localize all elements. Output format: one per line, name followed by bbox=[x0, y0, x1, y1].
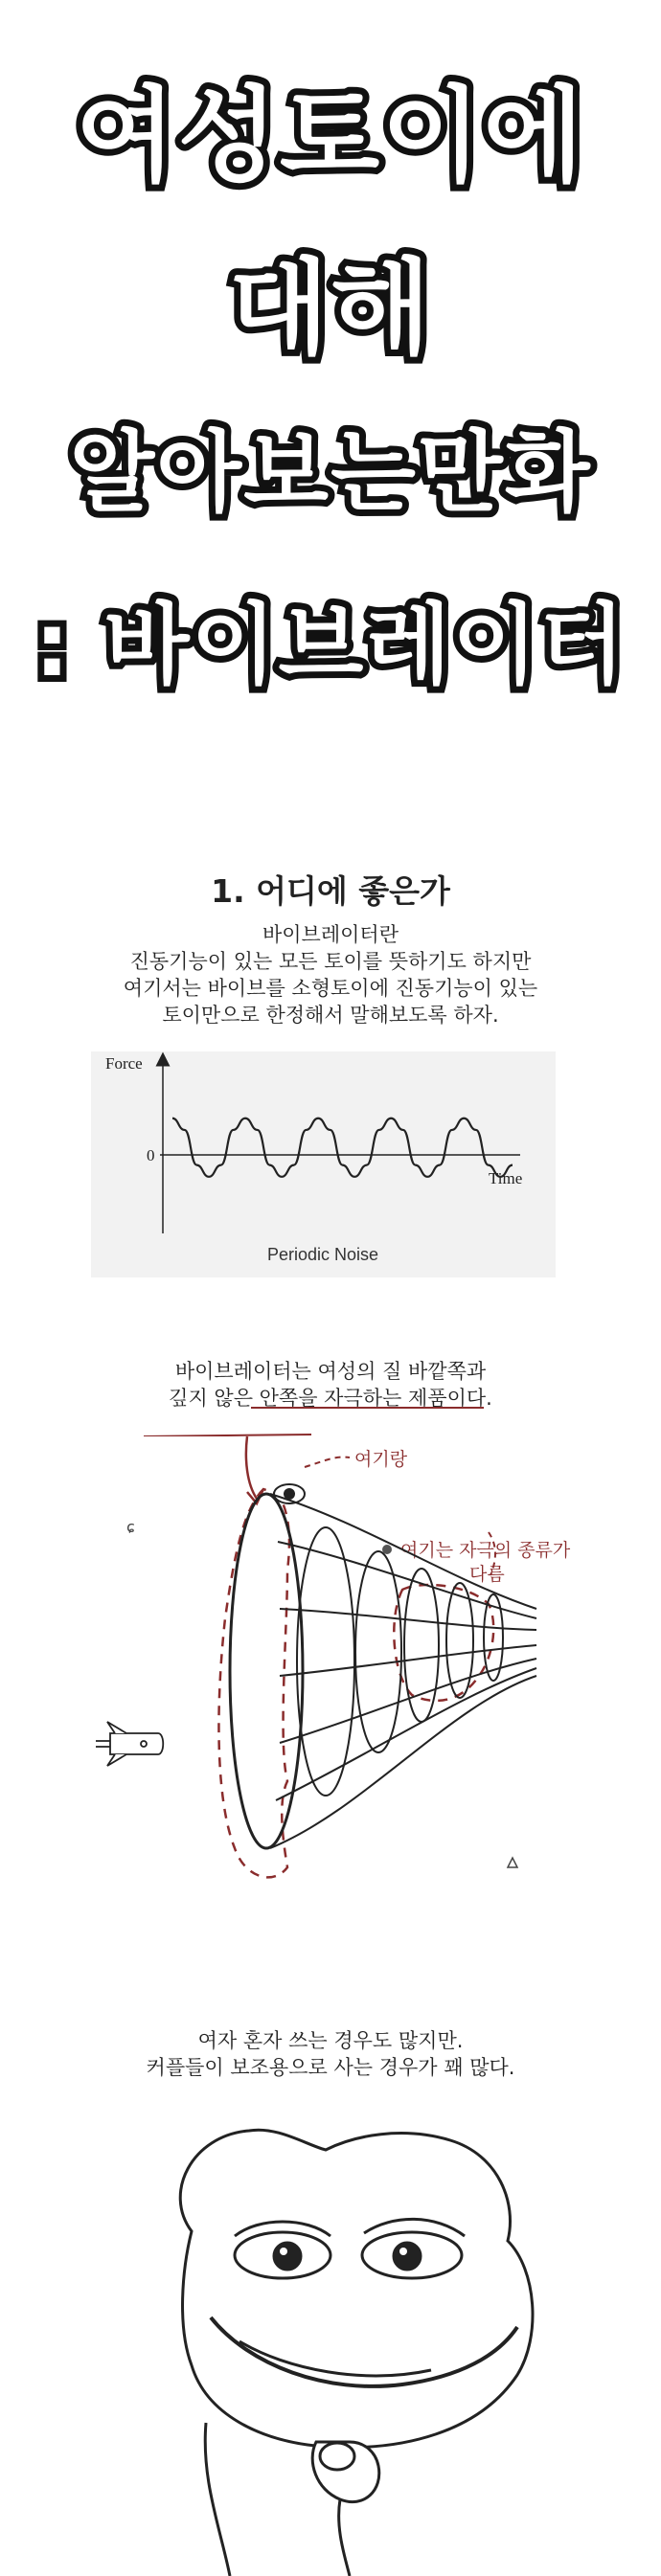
section-heading: 1. 어디에 좋은가 bbox=[211, 872, 450, 910]
x-axis-label: Time bbox=[489, 1169, 523, 1187]
y-axis-label: Force bbox=[105, 1054, 143, 1073]
doodle-drop-icon bbox=[508, 1858, 517, 1867]
title-line-1: 여성토이에 bbox=[76, 77, 585, 196]
section3-line-1: 여자 혼자 쓰는 경우도 많지만. bbox=[197, 2029, 464, 2052]
intro-line-3: 여기서는 바이브를 소형토이에 진동기능이 있는 bbox=[123, 977, 538, 1000]
label-stim-2: 다름 bbox=[469, 1564, 505, 1585]
intro-line-4: 토이만으로 한정해서 말해보도록 하자. bbox=[162, 1004, 499, 1027]
pointer-arrow bbox=[246, 1436, 257, 1499]
series-points bbox=[172, 1119, 513, 1177]
doodle-swirl-icon: ɕ bbox=[126, 1518, 135, 1536]
label-connector-1 bbox=[305, 1457, 350, 1467]
intro-line-1: 바이브레이터란 bbox=[262, 923, 399, 946]
title-line-2: 대해 bbox=[228, 249, 433, 369]
section2-line-2: 깊지 않은 안쪽을 자극하는 제품이다. bbox=[169, 1387, 492, 1410]
periodic-noise-chart bbox=[91, 1051, 556, 1277]
label-here: 여기랑 bbox=[354, 1449, 408, 1470]
section3-text bbox=[0, 2027, 661, 2081]
frog-character-illustration bbox=[0, 2078, 661, 2576]
chart-caption: Periodic Noise bbox=[266, 1245, 379, 1264]
frog-face bbox=[180, 2130, 533, 2448]
intro-paragraph bbox=[0, 921, 661, 1028]
series-line bbox=[172, 1119, 513, 1177]
vibrator-zone-illustration bbox=[0, 1417, 661, 1954]
section2-line-1: 바이브레이터는 여성의 질 바깥쪽과 bbox=[174, 1360, 487, 1383]
section3-line-2: 커플들이 보조용으로 사는 경우가 꽤 많다. bbox=[146, 2056, 515, 2079]
zero-tick-label: 0 bbox=[147, 1146, 155, 1164]
title-line-3: 알아보는만화 bbox=[69, 421, 592, 524]
rocket-icon bbox=[96, 1722, 163, 1766]
chart-svg bbox=[91, 1051, 556, 1277]
title-line-4: : 바이브레이터 bbox=[34, 594, 627, 696]
frog-hand bbox=[205, 2423, 379, 2576]
intro-line-2: 진동기능이 있는 모든 토이를 뜻하기도 하지만 bbox=[129, 950, 532, 973]
label-stim-1: 여기는 자극의 종류가 bbox=[400, 1540, 571, 1561]
